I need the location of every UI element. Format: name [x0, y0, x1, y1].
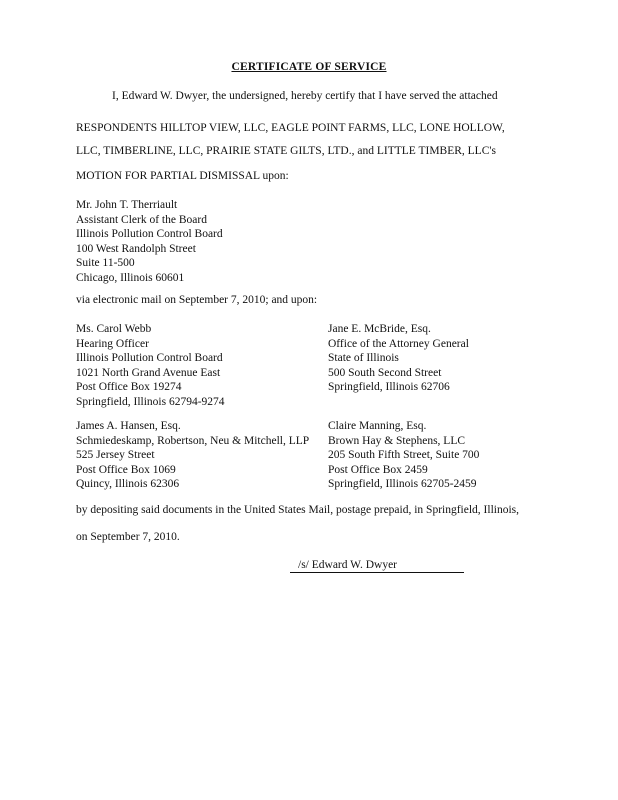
intro-line-4: MOTION FOR PARTIAL DISMISSAL upon:	[76, 170, 289, 182]
address-line: Mr. John T. Therriault	[76, 199, 178, 211]
recipient-address-hansen	[76, 419, 309, 492]
address-line: James A. Hansen, Esq.	[76, 420, 181, 432]
address-line: Ms. Carol Webb	[76, 323, 152, 335]
document-title: CERTIFICATE OF SERVICE	[231, 61, 387, 73]
primary-recipient-address	[76, 198, 223, 286]
recipient-address-webb	[76, 322, 225, 410]
recipient-address-mcbride	[328, 322, 469, 395]
intro-line-3: LLC, TIMBERLINE, LLC, PRAIRIE STATE GILTS, LTD., and LITTLE TIMBER, LLC's	[76, 145, 496, 157]
address-line: 100 West Randolph Street	[76, 242, 196, 255]
address-line: Chicago, Illinois 60601	[76, 271, 185, 284]
closing-line-1: by depositing said documents in the United States Mail, postage prepaid, in Springfield, Illinois,	[76, 504, 520, 516]
recipient-address-manning	[328, 419, 479, 492]
via-line: via electronic mail on September 7, 2010; and upon:	[76, 294, 318, 306]
address-line: Springfield, Illinois 62705-2459	[328, 478, 477, 491]
address-line: Illinois Pollution Control Board	[76, 352, 223, 365]
closing-line-2: on September 7, 2010.	[76, 531, 180, 543]
address-line: Illinois Pollution Control Board	[76, 228, 223, 241]
address-line: State of Illinois	[328, 352, 399, 365]
address-line: Claire Manning, Esq.	[328, 420, 427, 432]
address-line: Assistant Clerk of the Board	[76, 213, 207, 226]
address-line: Suite 11-500	[76, 257, 135, 270]
address-line: Post Office Box 2459	[328, 463, 428, 476]
signature-line: /s/ Edward W. Dwyer	[290, 559, 464, 573]
intro-line-2: RESPONDENTS HILLTOP VIEW, LLC, EAGLE POINT FARMS, LLC, LONE HOLLOW,	[76, 122, 505, 134]
address-line: Post Office Box 19274	[76, 381, 182, 394]
address-line: Brown Hay & Stephens, LLC	[328, 434, 466, 447]
address-line: Springfield, Illinois 62706	[328, 381, 450, 394]
address-line: Schmiedeskamp, Robertson, Neu & Mitchell, LLP	[76, 434, 310, 447]
address-line: 525 Jersey Street	[76, 449, 155, 462]
address-line: Jane E. McBride, Esq.	[328, 323, 431, 335]
address-line: Springfield, Illinois 62794-9274	[76, 395, 225, 408]
intro-line-1: I, Edward W. Dwyer, the undersigned, hereby certify that I have served the attached	[112, 90, 498, 102]
address-line: Office of the Attorney General	[328, 337, 469, 350]
address-line: 500 South Second Street	[328, 366, 442, 379]
address-line: 1021 North Grand Avenue East	[76, 366, 221, 379]
address-line: Quincy, Illinois 62306	[76, 478, 180, 491]
address-line: Hearing Officer	[76, 337, 149, 350]
address-line: Post Office Box 1069	[76, 463, 176, 476]
address-line: 205 South Fifth Street, Suite 700	[328, 449, 480, 462]
